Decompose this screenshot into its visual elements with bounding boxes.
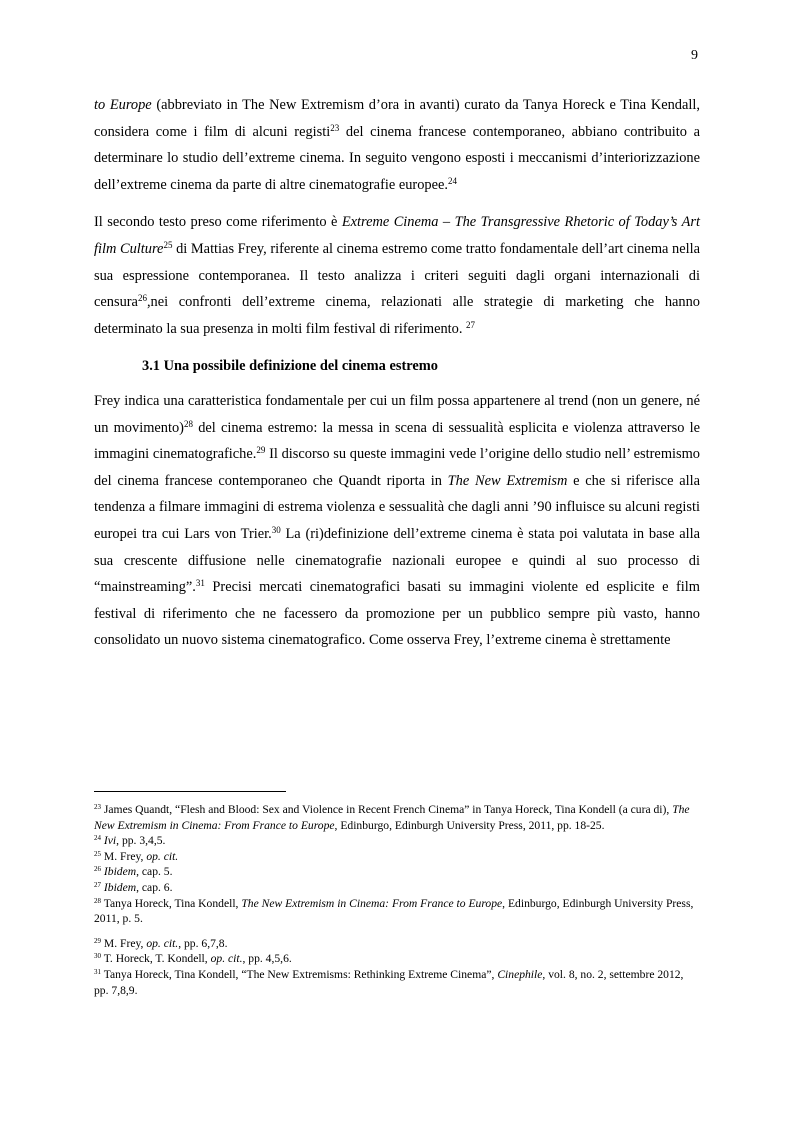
main-body (94, 92, 700, 665)
footnote-29 (94, 936, 700, 952)
footnote-30 (94, 951, 700, 967)
text-run: Tanya Horeck, Tina Kondell, (101, 896, 242, 910)
paragraph-definition (94, 388, 700, 654)
text-run: Precisi mercati cinematografici basati su immagini violente ed esplicite e film festival di riferimento che ne facessero da promozione per un pubblico sempre più vasto, hanno consolidato un nuovo sistema cinematografico. Come osserva Frey, l’extreme cinema è strettamente (94, 579, 700, 649)
footnote-ref-23[interactable]: 23 (330, 122, 340, 133)
text-run: Tanya Horeck, Tina Kondell, “The New Extremisms: Rethinking Extreme Cinema”, (101, 967, 498, 981)
footnote-number: 31 (94, 967, 101, 976)
footnote-number: 23 (94, 803, 101, 811)
footnote-ref-30[interactable]: 30 (271, 524, 281, 535)
footnote-31 (94, 967, 700, 998)
book-title-fragment: to Europe (94, 97, 152, 113)
footnote-number: 25 (94, 849, 101, 858)
text-run: e che si riferisce alla tendenza a filmare immagini di estrema violenza e sessualità che dagli anni ’90 influisce su alcuni registi europei tra cui Lars von Trier. (94, 472, 700, 542)
text-run: , pp. 4,5,6. (242, 952, 292, 966)
footnote-ref-31[interactable]: 31 (195, 578, 205, 589)
citation-title: Ibidem (103, 865, 137, 879)
footnote-25 (94, 849, 700, 865)
text-run: James Quandt, “Flesh and Blood: Sex and Violence in Recent French Cinema” in Tanya Horeck, Tina Kondell (a cura di), (101, 803, 673, 816)
text-run: La (ri)definizione dell’extreme cinema è stata poi valutata in base alla sua crescente diffusione nelle cinematografie nazionali europee e quindi al suo processo di “mainstreaming”. (94, 525, 700, 596)
paragraph-second-text (94, 209, 700, 342)
footnote-number: 24 (94, 834, 101, 843)
citation-title: Ivi (103, 834, 117, 848)
footnote-number: 28 (94, 896, 101, 905)
footnote-ref-26[interactable]: 26 (137, 293, 147, 304)
text-run: Il secondo testo preso come riferimento è (94, 214, 342, 231)
citation-title: op. cit. (146, 849, 179, 863)
footnote-ref-29[interactable]: 29 (256, 445, 266, 456)
text-run: , Edinburgo, Edinburgh University Press, 2011, pp. 18-25. (334, 818, 605, 832)
text-run: M. Frey, (101, 936, 147, 950)
footnote-28 (94, 896, 700, 927)
text-run: , cap. 6. (136, 880, 173, 894)
text-run: Il discorso su queste immagini vede l’origine dello studio nell’ estremismo del cinema francese contemporaneo che Quandt riporta in (94, 446, 701, 489)
text-run: , cap. 5. (136, 865, 173, 879)
footnote-24 (94, 833, 700, 849)
footnote-number: 27 (94, 880, 101, 889)
citation-title: op. cit. (210, 952, 243, 966)
text-run: del cinema francese contemporaneo, abbiano contribuito a determinare lo studio dell’extreme cinema. In seguito vengono esposti i meccanismi d’interiorizzazione dell’extreme cinema da parte di altre cinematografie europee. (94, 123, 700, 193)
section-heading: 3.1 Una possibile definizione del cinema estremo (142, 358, 438, 375)
citation-title: The New Extremism in Cinema: From France to Europe (94, 803, 690, 832)
text-run: , vol. 8, no. 2, settembre 2012, pp. 7,8,9. (94, 967, 684, 997)
footnote-ref-28[interactable]: 28 (183, 418, 193, 429)
paragraph-intro (94, 92, 700, 198)
text-run: T. Horeck, T. Kondell, (101, 952, 211, 966)
footnote-number: 30 (94, 952, 101, 961)
footnote-ref-24[interactable]: 24 (447, 175, 457, 186)
citation-title: Cinephile (497, 967, 543, 981)
footnote-26 (94, 864, 700, 880)
text-run: Frey indica una caratteristica fondamentale per cui un film possa appartenere al trend (non un genere, né un movimento) (94, 392, 700, 436)
footnotes (94, 802, 700, 998)
text-run: ,nei confronti dell’extreme cinema, relazionati alle strategie di marketing che hanno determinato la sua presenza in molti film festival di riferimento. (94, 294, 700, 337)
text-run: di Mattias Frey, riferente al cinema estremo come tratto fondamentale dell’art cinema nella sua espressione contemporanea. Il testo analizza i criteri seguiti dagli organi internazionali di censura (94, 240, 700, 311)
footnote-23 (94, 802, 700, 833)
text-run: (abbreviato in The New Extremism d’ora in avanti) curato da Tanya Horeck e Tina Kendall, considera come i film di alcuni registi (94, 97, 700, 140)
text-run: M. Frey, (101, 849, 147, 863)
citation-title: Ibidem (103, 880, 137, 894)
footnote-number: 29 (94, 936, 101, 945)
page-number: 9 (691, 48, 698, 63)
text-run: , pp. 3,4,5. (116, 834, 166, 848)
footnote-27 (94, 880, 700, 896)
citation-title: op. cit. (146, 936, 179, 950)
footnote-ref-25[interactable]: 25 (163, 239, 173, 250)
book-title-short: The New Extremism (447, 472, 568, 489)
footnote-number: 26 (94, 865, 101, 874)
citation-title: The New Extremism in Cinema: From France to Europe (241, 896, 503, 910)
footnote-separator (94, 791, 286, 792)
text-run: del cinema estremo: la messa in scena di sessualità esplicita e violenza attraverso le immagini cinematografiche. (94, 419, 700, 463)
footnote-ref-27[interactable]: 27 (466, 319, 476, 330)
text-run: , Edinburgo, Edinburgh University Press, 2011, p. 5. (94, 896, 694, 926)
text-run: , pp. 6,7,8. (178, 936, 228, 950)
book-title: Extreme Cinema – The Transgressive Rhetoric of Today’s Art film Culture (94, 214, 700, 257)
